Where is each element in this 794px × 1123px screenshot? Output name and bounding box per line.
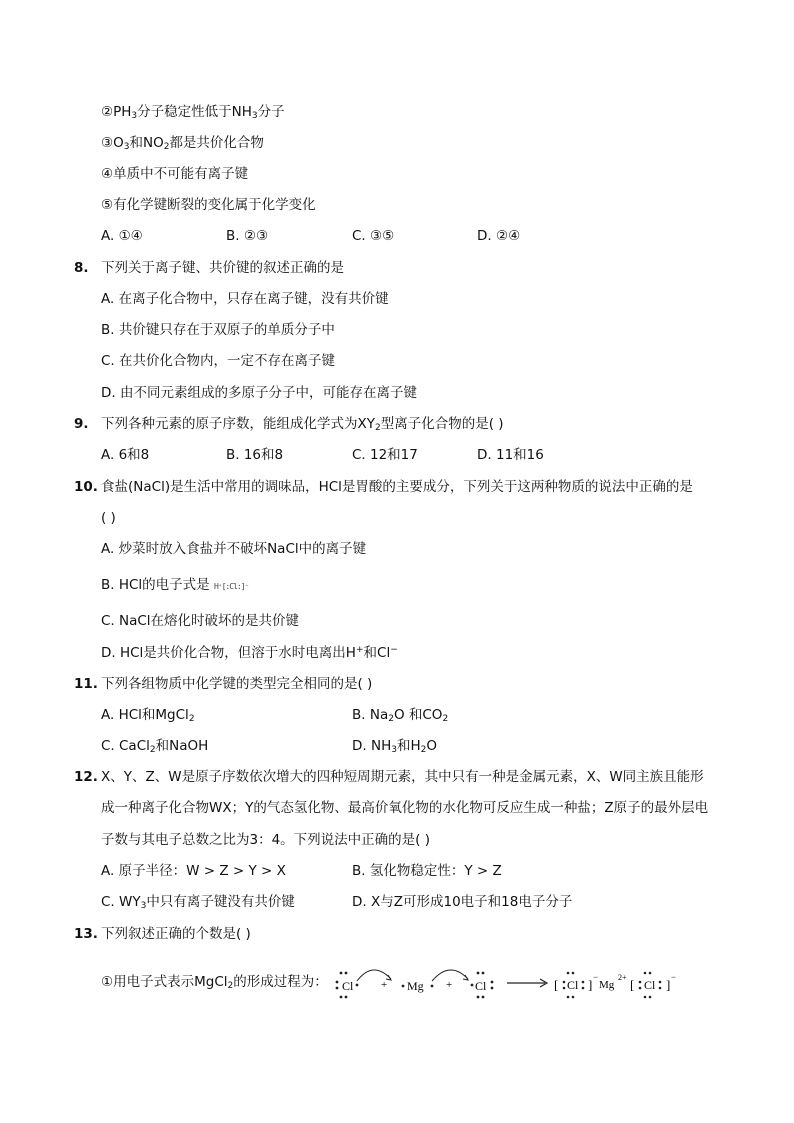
q10-option-d-text: D. HCl是共价化合物，但溶于水时电离出H (101, 645, 356, 661)
q9-option-b[interactable]: B. 16和8 (226, 447, 284, 463)
mg-ion-charge: 2+ (618, 973, 627, 982)
q10-number: 10. (74, 479, 98, 495)
q9-stem-text: 型离子化合物的是( ) (380, 416, 504, 432)
subscript: 2 (375, 423, 381, 433)
bracket: ] (666, 977, 671, 992)
charge: − (671, 972, 677, 982)
cl-symbol: Cl (475, 979, 487, 993)
cl-symbol: Cl (342, 979, 354, 993)
q7-item-5: ⑤有化学键断裂的变化属于化学变化 (101, 197, 316, 213)
q12-option-c[interactable] (101, 892, 295, 912)
cl-atom-right (471, 972, 494, 999)
q7-item-4: ④单质中不可能有离子键 (101, 166, 249, 182)
q10-stem-line1: 食盐(NaCl)是生活中常用的调味品，HCl是胃酸的主要成分，下列关于这两种物质的说法中正确的是 (101, 479, 693, 495)
q10-option-a[interactable]: A. 炒菜时放入食盐并不破坏NaCl中的离子键 (101, 541, 367, 557)
q7-item-2-text: 分子 (257, 104, 285, 120)
q8-number: 8. (74, 260, 89, 276)
q11-number: 11. (74, 676, 98, 692)
subscript: 3 (131, 111, 138, 121)
q11-option-c[interactable] (101, 736, 208, 756)
subscript: 3 (140, 901, 147, 911)
q7-item-2-text: 分子稳定性低于NH (137, 104, 252, 120)
q9-stem-text: 下列各种元素的原子序数，能组成化学式为XY (101, 416, 375, 432)
q10-stem-line2: ( ) (101, 510, 116, 526)
q12-option-d[interactable]: D. X与Z可形成10电子和18电子分子 (352, 894, 573, 910)
q7-item-2-text: ②PH (101, 104, 132, 120)
q10-option-b[interactable] (101, 575, 248, 597)
q11-option-c-text: C. CaCl (101, 738, 150, 754)
q7-item-3-text: 都是共价化合物 (169, 135, 264, 151)
q11-option-b[interactable] (352, 705, 448, 725)
q8-option-c[interactable]: C. 在共价化合物内，一定不存在离子键 (101, 353, 336, 369)
subscript: 2 (388, 714, 394, 724)
mgcl2-formation-diagram (335, 958, 710, 1002)
cl-ion-left (554, 972, 598, 999)
q9-option-d[interactable]: D. 11和16 (477, 447, 544, 463)
q7-item-2 (101, 102, 285, 122)
cl-ion-right (630, 972, 676, 999)
cl-symbol: Cl (567, 978, 579, 992)
mg-atom (402, 979, 434, 993)
q9-option-a[interactable]: A. 6和8 (101, 447, 150, 463)
q8-stem: 下列关于离子键、共价键的叙述正确的是 (101, 260, 344, 276)
subscript: 3 (391, 745, 397, 755)
cl-symbol: Cl (644, 978, 656, 992)
subscript: 2 (163, 142, 170, 152)
q11-option-b-text: O 和CO (393, 707, 443, 723)
bracket: ] (588, 977, 593, 992)
hcl-electron-formula: H⁺[:Cl:]⁻ (213, 582, 249, 591)
q7-item-3-text: 和NO (129, 135, 164, 151)
q7-option-c[interactable]: C. ③⑤ (352, 228, 395, 244)
q10-option-d[interactable] (101, 643, 398, 663)
q12-option-b[interactable]: B. 氢化物稳定性：Y > Z (352, 863, 502, 879)
subscript: 2 (149, 745, 156, 755)
q11-option-b-text: B. Na (352, 707, 389, 723)
q13-item-1-text: 的形成过程为： (233, 974, 328, 990)
plus-sign: + (381, 979, 388, 991)
superscript: + (355, 645, 364, 655)
mg-ion-symbol: Mg (599, 979, 615, 991)
bracket: [ (554, 977, 559, 992)
q10-option-c[interactable]: C. NaCl在熔化时破坏的是共价键 (101, 613, 300, 629)
q8-option-a[interactable]: A. 在离子化合物中，只存在离子键，没有共价键 (101, 291, 389, 307)
superscript: − (390, 645, 398, 655)
q8-option-b[interactable]: B. 共价键只存在于双原子的单质分子中 (101, 322, 335, 338)
q11-option-a[interactable] (101, 705, 195, 725)
q9-number: 9. (74, 416, 89, 432)
q11-option-a-text: A. HCl和MgCl (101, 707, 189, 723)
reaction-arrow-text: ⟶ (335, 958, 337, 959)
subscript: 2 (227, 981, 234, 991)
plus-sign: + (446, 979, 453, 991)
q13-item-1 (101, 972, 328, 992)
q8-option-d[interactable]: D. 由不同元素组成的多原子分子中，可能存在离子键 (101, 385, 417, 401)
q12-stem-line1: X、Y、Z、W是原子序数依次增大的四种短周期元素，其中只有一种是金属元素，X、W同主族且能形 (101, 769, 704, 785)
q11-option-c-text: 和NaOH (155, 738, 209, 754)
charge: − (593, 972, 599, 982)
bracket: [ (630, 977, 635, 992)
subscript: 3 (123, 142, 130, 152)
q11-stem: 下列各组物质中化学键的类型完全相同的是( ) (101, 676, 373, 692)
q10-option-b-text: B. HCl的电子式是 (101, 577, 210, 593)
q7-option-a[interactable]: A. ①④ (101, 228, 143, 244)
q11-option-d[interactable] (352, 736, 437, 756)
q12-stem-line2: 成一种离子化合物WX；Y的气态氢化物、最高价氧化物的水化物可反应生成一种盐；Z原子的最外层电 (101, 800, 709, 816)
q9-option-c[interactable]: C. 12和17 (352, 447, 418, 463)
subscript: 2 (442, 714, 449, 724)
cl-atom-left (336, 972, 359, 999)
subscript: 3 (251, 111, 258, 121)
q7-option-d[interactable]: D. ②④ (477, 228, 521, 244)
q13-stem: 下列叙述正确的个数是( ) (101, 926, 251, 942)
subscript: 2 (188, 714, 195, 724)
mg-symbol: Mg (407, 979, 424, 993)
subscript: 2 (420, 745, 427, 755)
q12-option-c-text: C. WY (101, 894, 141, 910)
q10-option-d-text: 和Cl (363, 645, 391, 661)
q12-option-a[interactable]: A. 原子半径：W > Z > Y > X (101, 863, 286, 879)
arrowhead (463, 975, 468, 980)
q13-number: 13. (74, 926, 98, 942)
q7-item-3 (101, 133, 264, 153)
q13-item-1-text: ①用电子式表示MgCl (101, 974, 228, 990)
q9-stem (101, 414, 504, 434)
q12-option-c-text: 中只有离子键没有共价键 (146, 894, 295, 910)
q12-stem-line3: 子数与其电子总数之比为3：4。下列说法中正确的是( ) (101, 832, 431, 848)
q7-item-3-text: ③O (101, 135, 124, 151)
q11-option-d-text: O (426, 738, 437, 754)
q11-option-d-text: D. NH (352, 738, 392, 754)
q11-option-d-text: 和H (396, 738, 421, 754)
q7-option-b[interactable]: B. ②③ (226, 228, 269, 244)
q12-number: 12. (74, 769, 98, 785)
